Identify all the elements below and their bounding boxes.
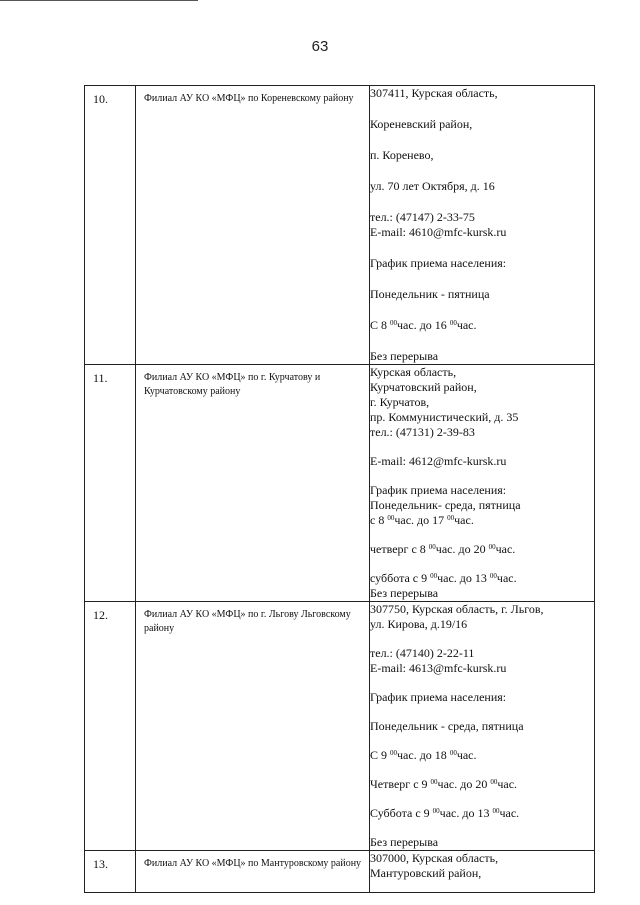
row-number: 10.: [93, 92, 108, 106]
email-line: E-mail: 4613@mfc-kursk.ru: [370, 661, 507, 675]
branch-name: Филиал АУ КО «МФЦ» по Кореневскому району: [144, 93, 354, 104]
schedule-days: Понедельник - пятница: [370, 287, 490, 301]
row-number: 11.: [93, 371, 108, 385]
branch-name: Филиал АУ КО «МФЦ» по Мантуровскому району: [144, 858, 362, 869]
branch-name-cell: [136, 851, 370, 893]
top-rule: [0, 0, 198, 1]
contact-cell: [370, 86, 595, 365]
schedule-hours: Суббота с 9 $^{00}$час. до 13 $^{00}$час.: [370, 806, 520, 820]
break-note: Без перерыва: [370, 835, 439, 849]
contact-cell: [370, 851, 595, 893]
address-line: 307411, Курская область,: [370, 86, 498, 100]
address-line: ул. Кирова, д.19/16: [370, 617, 468, 631]
address-line: 307000, Курская область,: [370, 851, 499, 865]
phone-line: тел.: (47140) 2-22-11: [370, 646, 475, 660]
schedule-hours: Четверг с 9 $^{00}$час. до 20 $^{00}$час.: [370, 777, 518, 791]
address-line: Кореневский район,: [370, 117, 473, 131]
email-line: E-mail: 4610@mfc-kursk.ru: [370, 225, 507, 239]
phone-line: тел.: (47131) 2-39-83: [370, 425, 475, 439]
address-line: пр. Коммунистический, д. 35: [370, 410, 519, 424]
schedule-heading: График приема населения:: [370, 690, 507, 704]
branch-table: [84, 85, 595, 893]
address-line: г. Курчатов,: [370, 395, 430, 409]
schedule-hours: С 8 $^{00}$час. до 16 $^{00}$час.: [370, 318, 477, 332]
schedule-hours: четверг с 8 $^{00}$час. до 20 $^{00}$час.: [370, 542, 516, 556]
table-row: [85, 365, 595, 602]
schedule-hours: С 9 $^{00}$час. до 18 $^{00}$час.: [370, 748, 477, 762]
branch-name: Филиал АУ КО «МФЦ» по г. Льгову Льговскому району: [144, 609, 351, 634]
row-number: 13.: [93, 857, 108, 871]
row-number: 12.: [93, 608, 108, 622]
phone-line: тел.: (47147) 2-33-75: [370, 210, 475, 224]
row-number-cell: [85, 365, 136, 602]
schedule-heading: График приема населения:: [370, 483, 507, 497]
break-note: Без перерыва: [370, 586, 439, 600]
table-row: [85, 602, 595, 851]
break-note: Без перерыва: [370, 349, 439, 363]
branch-name: Филиал АУ КО «МФЦ» по г. Курчатову и Курчатовскому району: [144, 372, 321, 397]
row-number-cell: [85, 86, 136, 365]
schedule-hours: с 8 $^{00}$час. до 17 $^{00}$час.: [370, 513, 474, 527]
address-line: Курчатовский район,: [370, 380, 477, 394]
schedule-hours: суббота с 9 $^{00}$час. до 13 $^{00}$час.: [370, 571, 517, 585]
schedule-days: Понедельник- среда, пятница: [370, 498, 521, 512]
contact-cell: [370, 602, 595, 851]
row-number-cell: [85, 851, 136, 893]
email-line: E-mail: 4612@mfc-kursk.ru: [370, 454, 507, 468]
row-number-cell: [85, 602, 136, 851]
schedule-heading: График приема населения:: [370, 256, 507, 270]
address-line: ул. 70 лет Октября, д. 16: [370, 179, 495, 193]
branch-name-cell: [136, 86, 370, 365]
table-row: [85, 86, 595, 365]
address-line: Мантуровский район,: [370, 866, 482, 880]
table-row: [85, 851, 595, 893]
branch-name-cell: [136, 365, 370, 602]
address-line: Курская область,: [370, 365, 457, 379]
address-line: п. Коренево,: [370, 148, 434, 162]
address-line: 307750, Курская область, г. Льгов,: [370, 602, 544, 616]
page-number: 63: [311, 38, 329, 55]
branch-name-cell: [136, 602, 370, 851]
contact-cell: [370, 365, 595, 602]
schedule-days: Понедельник - среда, пятница: [370, 719, 524, 733]
